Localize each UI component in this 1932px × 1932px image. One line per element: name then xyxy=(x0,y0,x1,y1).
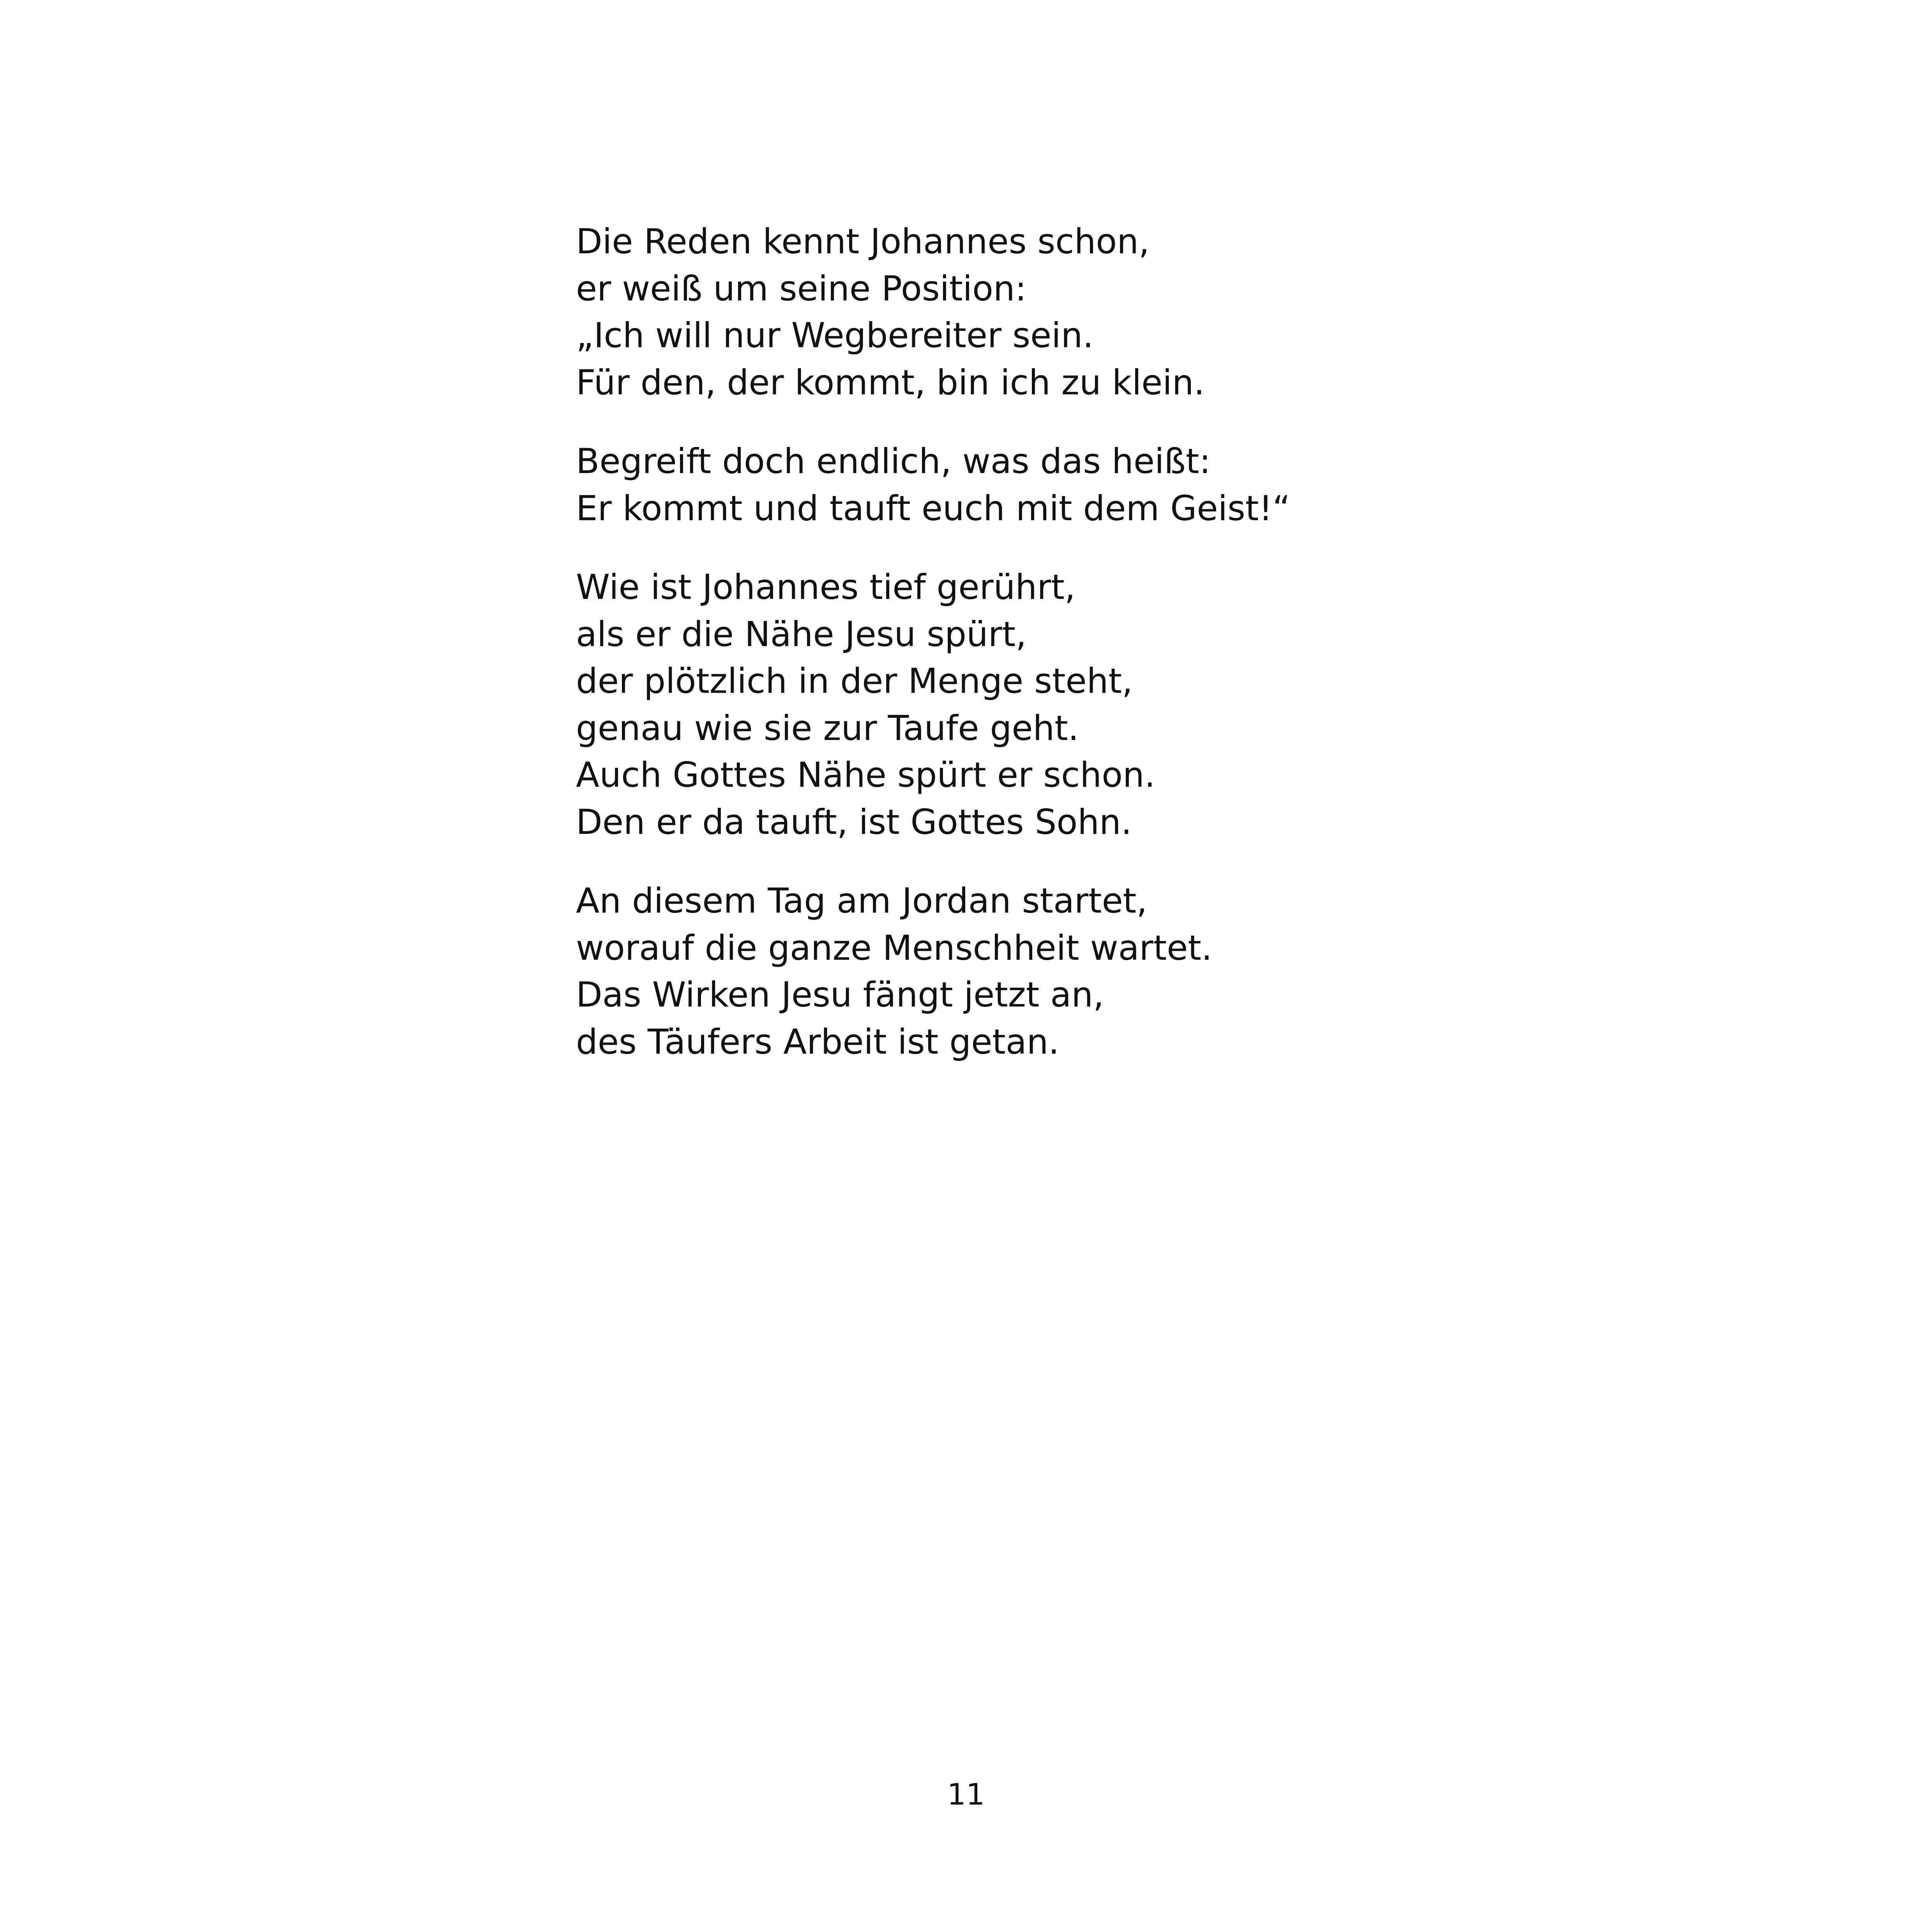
poem-line: Die Reden kennt Johannes schon, xyxy=(576,221,1150,261)
poem-line: Den er da tauft, ist Gottes Sohn. xyxy=(576,802,1132,842)
poem-line: Für den, der kommt, bin ich zu klein. xyxy=(576,362,1205,403)
stanza-3 xyxy=(576,564,1511,846)
poem-line: „Ich will nur Wegbereiter sein. xyxy=(576,315,1094,355)
stanza-4 xyxy=(576,878,1511,1065)
poem-line: worauf die ganze Menschheit wartet. xyxy=(576,927,1212,968)
page-number: 11 xyxy=(947,1777,985,1812)
poem-line: als er die Nähe Jesu spürt, xyxy=(576,614,1027,654)
poem-line: Auch Gottes Nähe spürt er schon. xyxy=(576,755,1155,795)
poem-line: er weiß um seine Position: xyxy=(576,268,1027,309)
poem-line: der plötzlich in der Menge steht, xyxy=(576,661,1133,701)
poem-line: Wie ist Johannes tief gerührt, xyxy=(576,567,1075,607)
stanza-2 xyxy=(576,438,1511,532)
poem-line: Begreift doch endlich, was das heißt: xyxy=(576,441,1211,481)
stanza-1 xyxy=(576,218,1511,406)
poem-line: des Täufers Arbeit ist getan. xyxy=(576,1021,1060,1062)
poem-line: genau wie sie zur Taufe geht. xyxy=(576,708,1079,748)
poem-line: Er kommt und tauft euch mit dem Geist!“ xyxy=(576,488,1291,528)
poem-line: Das Wirken Jesu fängt jetzt an, xyxy=(576,975,1104,1015)
poem xyxy=(576,218,1511,1097)
poem-line: An diesem Tag am Jordan startet, xyxy=(576,881,1148,921)
